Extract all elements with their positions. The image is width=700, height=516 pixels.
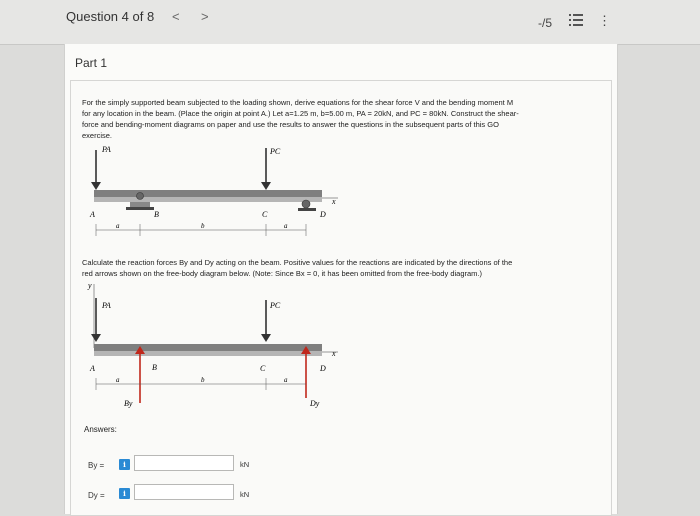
more-vertical-icon[interactable]: ⋮: [598, 13, 611, 28]
beam: [94, 344, 322, 351]
point-label-d: D: [320, 364, 326, 373]
reaction-label-b: By: [124, 399, 133, 408]
load-label-c: PC: [270, 147, 281, 156]
load-arrowhead-a: [91, 334, 101, 342]
reaction-prompt-line-2: red arrows shown on the free-body diagram below. (Note: Since Bx = 0, it has been omitted from the free-body diagram.): [82, 269, 482, 278]
ground-d: [298, 208, 316, 211]
reaction-label-d: Dy: [310, 399, 320, 408]
load-arrowhead-c: [261, 182, 271, 190]
dimension-label-a2: a: [284, 376, 288, 384]
dimension-label-b: b: [201, 376, 205, 384]
problem-text-line-1: For the simply supported beam subjected to the loading shown, derive equations for the shear force V and the bending moment M: [82, 98, 514, 107]
dy-answer-label: Dy =: [88, 491, 105, 500]
pin-support-b: [137, 193, 144, 200]
problem-text-line-4: exercise.: [82, 131, 113, 140]
point-label-c: C: [262, 210, 268, 219]
load-label-a: PA: [102, 301, 111, 310]
list-icon[interactable]: [569, 14, 583, 26]
dy-answer-input[interactable]: [134, 484, 234, 500]
by-unit-label: kN: [240, 460, 250, 469]
load-label-c: PC: [270, 301, 281, 310]
point-label-b: B: [152, 363, 157, 372]
problem-text-line-2: for any location in the beam. (Place the origin at point A.) Let a=1.25 m, b=5.00 m, PA = 20kN, and PC = 80kN. Construct the shear-: [82, 109, 519, 118]
info-icon-dy[interactable]: i: [119, 488, 130, 499]
by-answer-input[interactable]: [134, 455, 234, 471]
top-bar: [0, 0, 700, 45]
axis-label-x: x: [332, 349, 336, 358]
dimension-label-a1: a: [116, 376, 120, 384]
problem-text-line-3: force and bending-moment diagrams on paper and use the results to answer the questions in the subsequent parts of this GO: [82, 120, 499, 129]
point-label-c: C: [260, 364, 266, 373]
previous-question-button[interactable]: <: [172, 9, 180, 24]
axis-label-x: x: [332, 197, 336, 206]
axis-label-y: y: [88, 281, 92, 290]
roller-support-d: [302, 200, 310, 208]
point-label-d: D: [320, 210, 326, 219]
score-display: -/5: [538, 16, 553, 30]
support-base-b: [130, 202, 150, 207]
point-label-a: A: [90, 210, 95, 219]
dy-unit-label: kN: [240, 490, 250, 499]
point-label-b: B: [154, 210, 159, 219]
info-icon-by[interactable]: i: [119, 459, 130, 470]
answers-label: Answers:: [84, 425, 117, 434]
next-question-button[interactable]: >: [201, 9, 209, 24]
dimension-label-b: b: [201, 222, 205, 230]
beam-flange: [94, 197, 322, 202]
by-answer-label: By =: [88, 461, 105, 470]
load-arrowhead-a: [91, 182, 101, 190]
beam-flange: [94, 351, 322, 356]
part-label: Part 1: [75, 56, 108, 70]
reaction-prompt-line-1: Calculate the reaction forces By and Dy acting on the beam. Positive values for the reactions are indicated by the directions of the: [82, 258, 513, 267]
load-arrowhead-c: [261, 334, 271, 342]
load-label-a: PA: [102, 145, 111, 154]
dimension-label-a1: a: [116, 222, 120, 230]
question-title: Question 4 of 8: [66, 9, 155, 24]
beam: [94, 190, 322, 197]
ground-b: [126, 207, 154, 210]
free-body-diagram: [80, 278, 350, 418]
dimension-label-a2: a: [284, 222, 288, 230]
point-label-a: A: [90, 364, 95, 373]
beam-loading-figure: [80, 140, 350, 245]
